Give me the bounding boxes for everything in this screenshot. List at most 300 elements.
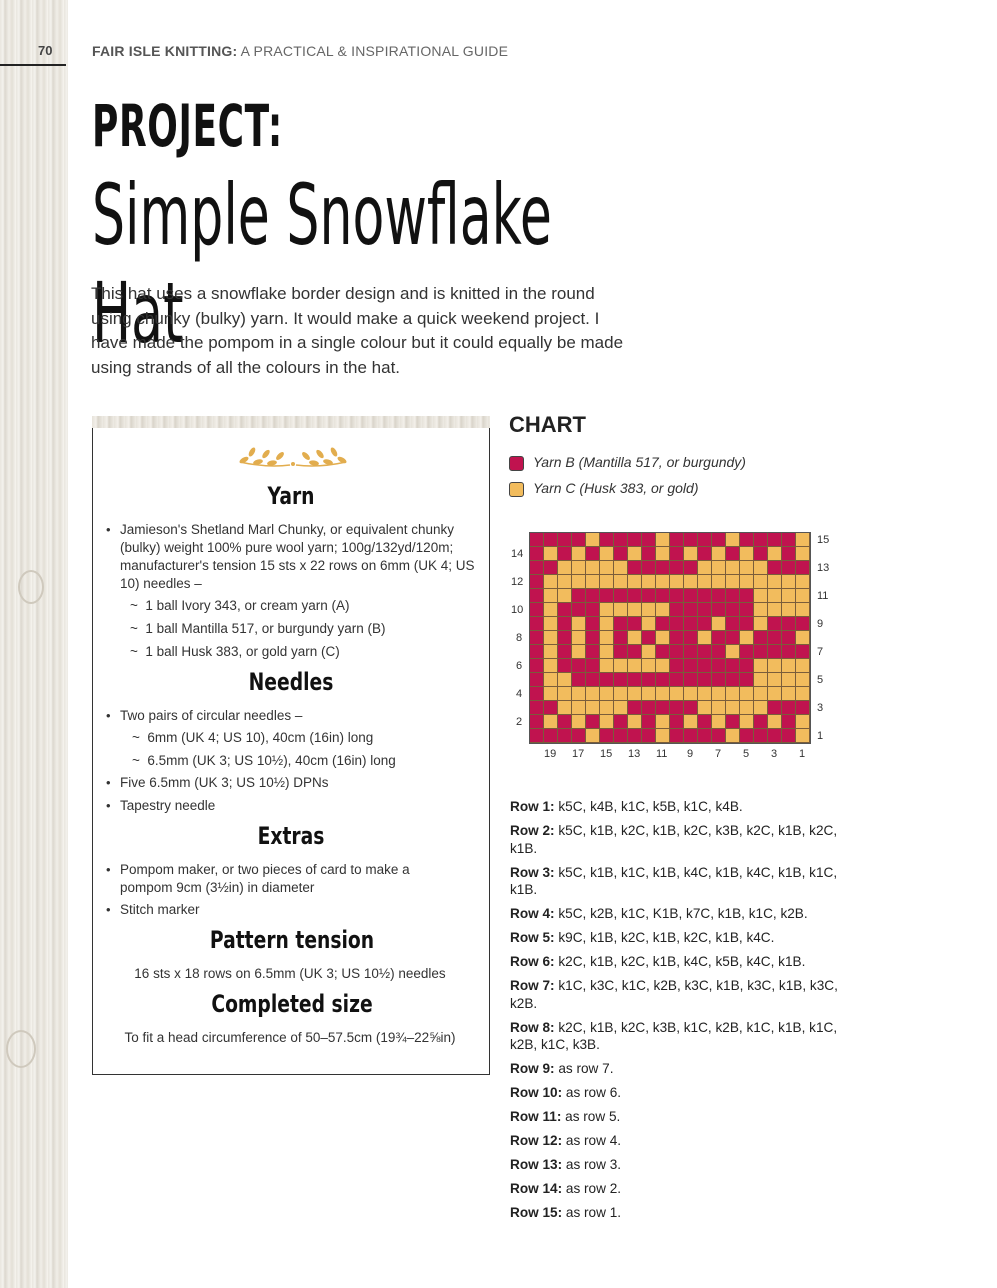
- bullet-icon: •: [106, 775, 111, 790]
- chart-cell: [698, 603, 712, 617]
- chart-cell: [726, 687, 740, 701]
- chart-cell: [698, 687, 712, 701]
- chart-cell: [642, 617, 656, 631]
- chart-cell: [670, 701, 684, 715]
- chart-cell: [712, 631, 726, 645]
- chart-cell: [544, 729, 558, 743]
- chart-cell: [740, 589, 754, 603]
- chart-cell: [670, 687, 684, 701]
- yarn-ball-b-text: 1 ball Mantilla 517, or burgundy yarn (B): [145, 621, 386, 636]
- extras-pompom: Pompom maker, or two pieces of card to make a pompom 9cm (3½in) in diameter: [120, 862, 410, 895]
- row-text: k5C, k4B, k1C, k5B, k1C, k4B.: [554, 799, 743, 814]
- chart-cell: [712, 687, 726, 701]
- chart-cell: [572, 617, 586, 631]
- chart-cell: [586, 729, 600, 743]
- chart-cell: [572, 547, 586, 561]
- row-label: Row 6:: [510, 954, 555, 969]
- needles-main: Two pairs of circular needles –: [120, 708, 303, 723]
- chart-cell: [768, 673, 782, 687]
- chart-cell: [684, 533, 698, 547]
- chart-cell: [712, 729, 726, 743]
- row-label: Row 2:: [510, 823, 555, 838]
- chart-cell: [740, 687, 754, 701]
- row-label-2: 2: [516, 716, 523, 728]
- chart-cell: [642, 701, 656, 715]
- chart-cell: [530, 589, 544, 603]
- bullet-icon: •: [106, 522, 111, 537]
- chart-cell: [558, 575, 572, 589]
- chart-cell: [558, 645, 572, 659]
- chart-cell: [530, 631, 544, 645]
- row-instructions: [510, 798, 850, 1228]
- row-text: as row 4.: [562, 1133, 622, 1148]
- bullet-icon: •: [106, 708, 111, 723]
- chart-cell: [768, 561, 782, 575]
- chart-cell: [628, 575, 642, 589]
- col-label-5: 5: [743, 748, 750, 760]
- chart-cell: [586, 687, 600, 701]
- chart-cell: [754, 589, 768, 603]
- chart-cell: [684, 603, 698, 617]
- chart-cell: [642, 659, 656, 673]
- chart-cell: [656, 603, 670, 617]
- chart-cell: [712, 673, 726, 687]
- chart-cell: [782, 575, 796, 589]
- book-title-bold: FAIR ISLE KNITTING:: [92, 43, 238, 59]
- chart-cell: [782, 715, 796, 729]
- legend-label-b: Yarn B (Mantilla 517, or burgundy): [533, 454, 746, 470]
- chart-cell: [684, 701, 698, 715]
- wood-knot: [18, 570, 44, 604]
- chart-cell: [656, 547, 670, 561]
- chart-cell: [684, 673, 698, 687]
- chart-cell: [544, 547, 558, 561]
- chart-cell: [670, 645, 684, 659]
- chart-cell: [558, 533, 572, 547]
- chart-cell: [614, 603, 628, 617]
- chart-cell: [558, 687, 572, 701]
- chart-cell: [712, 617, 726, 631]
- chart-cell: [558, 701, 572, 715]
- row-text: k9C, k1B, k2C, k1B, k2C, k1B, k4C.: [554, 930, 775, 945]
- chart-cell: [614, 659, 628, 673]
- chart-cell: [572, 631, 586, 645]
- chart-cell: [600, 631, 614, 645]
- intro-paragraph: This hat uses a snowflake border design and is knitted in the round using chunky (bulky) yarn. It would make a quick weekend project. I have made the pompom in a single colour but it could equally be made using strands of all the colours in the hat.: [91, 284, 624, 377]
- row-instruction: [510, 822, 850, 857]
- chart-cell: [796, 715, 810, 729]
- chart-cell: [642, 631, 656, 645]
- col-label-11: 11: [656, 748, 668, 760]
- yarn-ball-c-text: 1 ball Husk 383, or gold yarn (C): [145, 644, 340, 659]
- chart-cell: [586, 673, 600, 687]
- chart-cell: [544, 603, 558, 617]
- chart-cell: [768, 631, 782, 645]
- chart-cell: [670, 673, 684, 687]
- row-instruction: [510, 1204, 850, 1222]
- chart-cell: [698, 729, 712, 743]
- chart-cell: [544, 617, 558, 631]
- chart-cell: [796, 589, 810, 603]
- chart-cell: [796, 659, 810, 673]
- chart-cell: [796, 645, 810, 659]
- chart-cell: [600, 589, 614, 603]
- chart-cell: [768, 645, 782, 659]
- chart-cell: [600, 547, 614, 561]
- needle-size-2: ~ 6.5mm (UK 3; US 10½), 40cm (16in) long: [132, 753, 396, 768]
- chart-cell: [670, 617, 684, 631]
- chart-cell: [530, 659, 544, 673]
- chart-cell: [572, 533, 586, 547]
- chart-cell: [796, 547, 810, 561]
- chart-cell: [712, 659, 726, 673]
- row-label-7: 7: [817, 646, 824, 658]
- chart-cell: [530, 645, 544, 659]
- chart-cell: [726, 533, 740, 547]
- row-label: Row 12:: [510, 1133, 563, 1148]
- chart-cell: [698, 617, 712, 631]
- chart-cell: [670, 561, 684, 575]
- chart-cell: [656, 533, 670, 547]
- chart-cell: [726, 617, 740, 631]
- chart-cell: [642, 729, 656, 743]
- chart-cell: [782, 701, 796, 715]
- chart-cell: [544, 589, 558, 603]
- chart-cell: [782, 729, 796, 743]
- extras-heading: Extras: [257, 822, 325, 850]
- chart-cell: [600, 645, 614, 659]
- row-text: k2C, k1B, k2C, k1B, k4C, k5B, k4C, k1B.: [554, 954, 806, 969]
- row-instruction: [510, 953, 850, 971]
- chart-cell: [600, 701, 614, 715]
- chart-cell: [614, 631, 628, 645]
- chart-cell: [572, 575, 586, 589]
- chart-cell: [530, 673, 544, 687]
- chart-cell: [642, 561, 656, 575]
- chart-cell: [600, 687, 614, 701]
- chart-cell: [740, 645, 754, 659]
- chart-grid-wrapper: [529, 532, 811, 744]
- chart-cell: [740, 631, 754, 645]
- chart-cell: [698, 533, 712, 547]
- chart-cell: [796, 729, 810, 743]
- row-instruction: [510, 1180, 850, 1198]
- wood-margin-decoration: [0, 0, 68, 1288]
- chart-cell: [684, 645, 698, 659]
- chart-cell: [656, 575, 670, 589]
- chart-cell: [656, 589, 670, 603]
- chart-cell: [544, 659, 558, 673]
- chart-cell: [698, 561, 712, 575]
- chart-cell: [558, 603, 572, 617]
- chart-cell: [726, 673, 740, 687]
- legend-swatch-b: [509, 456, 524, 471]
- chart-cell: [628, 533, 642, 547]
- chart-cell: [796, 533, 810, 547]
- chart-cell: [754, 673, 768, 687]
- chart-cell: [628, 589, 642, 603]
- bullet-icon: •: [106, 902, 111, 917]
- row-label: Row 3:: [510, 864, 555, 880]
- row-label: Row 10:: [510, 1085, 563, 1100]
- row-text: as row 2.: [562, 1181, 622, 1196]
- bullet-icon: •: [106, 862, 111, 877]
- chart-cell: [572, 729, 586, 743]
- row-label-5: 5: [817, 674, 824, 686]
- chart-cell: [684, 575, 698, 589]
- chart-cell: [740, 533, 754, 547]
- chart-cell: [572, 645, 586, 659]
- row-text: as row 5.: [561, 1109, 621, 1124]
- chart-cell: [670, 533, 684, 547]
- chart-cell: [684, 687, 698, 701]
- chart-cell: [726, 561, 740, 575]
- chart-cell: [670, 575, 684, 589]
- chart-cell: [614, 673, 628, 687]
- chart-cell: [712, 701, 726, 715]
- folio-rule: [0, 36, 66, 66]
- chart-cell: [754, 701, 768, 715]
- chart-cell: [614, 575, 628, 589]
- chart-cell: [530, 729, 544, 743]
- chart-cell: [572, 687, 586, 701]
- chart-cell: [572, 701, 586, 715]
- chart-cell: [670, 659, 684, 673]
- project-label: PROJECT:: [92, 92, 283, 160]
- chart-cell: [754, 603, 768, 617]
- chart-cell: [754, 659, 768, 673]
- chart-cell: [544, 575, 558, 589]
- chart-cell: [754, 561, 768, 575]
- size-heading: Completed size: [211, 990, 373, 1018]
- chart-cell: [726, 645, 740, 659]
- chart-cell: [698, 589, 712, 603]
- chart-cell: [572, 589, 586, 603]
- chart-cell: [558, 589, 572, 603]
- chart-cell: [628, 687, 642, 701]
- chart-cell: [600, 575, 614, 589]
- row-instruction: [510, 798, 850, 816]
- chart-cell: [796, 561, 810, 575]
- chart-cell: [712, 645, 726, 659]
- chart-cell: [600, 673, 614, 687]
- wood-knot: [6, 1030, 36, 1068]
- chart-cell: [754, 687, 768, 701]
- row-instruction: [510, 1108, 850, 1126]
- chart-cell: [740, 547, 754, 561]
- chart-cell: [768, 659, 782, 673]
- chart-cell: [782, 533, 796, 547]
- chart-cell: [656, 561, 670, 575]
- col-label-1: 1: [799, 748, 806, 760]
- yarn-ball-c: ~ 1 ball Husk 383, or gold yarn (C): [130, 644, 340, 659]
- chart-cell: [726, 729, 740, 743]
- chart-cell: [698, 659, 712, 673]
- chart-cell: [754, 631, 768, 645]
- chart-cell: [740, 729, 754, 743]
- chart-cell: [530, 533, 544, 547]
- chart-cell: [740, 575, 754, 589]
- chart-cell: [600, 603, 614, 617]
- page-title: Simple Snowflake Hat: [92, 166, 552, 362]
- chart-cell: [544, 673, 558, 687]
- chart-cell: [558, 673, 572, 687]
- chart-cell: [600, 715, 614, 729]
- chart-cell: [782, 617, 796, 631]
- row-instruction: [510, 905, 850, 923]
- chart-cell: [544, 715, 558, 729]
- row-label: Row 1:: [510, 799, 555, 814]
- needle-size-1-text: 6mm (UK 4; US 10), 40cm (16in) long: [147, 730, 374, 745]
- chart-cell: [712, 561, 726, 575]
- chart-cell: [628, 631, 642, 645]
- chart-cell: [614, 589, 628, 603]
- row-label: Row 5:: [510, 930, 555, 945]
- chart-cell: [768, 589, 782, 603]
- chart-cell: [558, 715, 572, 729]
- chart-cell: [740, 659, 754, 673]
- yarn-ball-b: ~ 1 ball Mantilla 517, or burgundy yarn (B): [130, 621, 386, 636]
- chart-cell: [796, 603, 810, 617]
- chart-cell: [726, 589, 740, 603]
- row-text: as row 3.: [562, 1157, 622, 1172]
- row-instruction: [510, 1132, 850, 1150]
- needles-tapestry: Tapestry needle: [120, 798, 216, 813]
- chart-cell: [670, 589, 684, 603]
- laurel-ornament-icon: [232, 438, 354, 472]
- row-label-12: 12: [511, 576, 524, 588]
- chart-cell: [642, 645, 656, 659]
- chart-cell: [740, 701, 754, 715]
- row-instruction: [510, 1156, 850, 1174]
- chart-cell: [768, 547, 782, 561]
- chart-cell: [614, 617, 628, 631]
- chart-cell: [740, 673, 754, 687]
- chart-cell: [684, 617, 698, 631]
- chart-cell: [544, 561, 558, 575]
- chart-cell: [656, 729, 670, 743]
- chart-cell: [614, 701, 628, 715]
- col-label-9: 9: [687, 748, 694, 760]
- chart-cell: [600, 659, 614, 673]
- row-instruction: [510, 1060, 850, 1078]
- chart-cell: [670, 603, 684, 617]
- chart-cell: [586, 561, 600, 575]
- chart-cell: [628, 715, 642, 729]
- chart-cell: [726, 701, 740, 715]
- chart-cell: [656, 659, 670, 673]
- chart-cell: [656, 673, 670, 687]
- chart-cell: [670, 729, 684, 743]
- row-label: Row 9:: [510, 1061, 555, 1076]
- chart-cell: [544, 645, 558, 659]
- chart-cell: [642, 687, 656, 701]
- chart-cell: [656, 631, 670, 645]
- chart-cell: [642, 575, 656, 589]
- col-label-19: 19: [544, 748, 557, 760]
- chart-cell: [586, 603, 600, 617]
- row-text: k1C, k3C, k1C, k2B, k3C, k1B, k3C, k1B, k3C, k2B.: [510, 978, 838, 1011]
- chart-cell: [754, 729, 768, 743]
- chart-cell: [572, 561, 586, 575]
- row-label: Row 8:: [510, 1019, 555, 1035]
- chart-cell: [558, 631, 572, 645]
- chart-cell: [726, 631, 740, 645]
- chart-cell: [572, 673, 586, 687]
- row-text: as row 7.: [554, 1061, 614, 1076]
- chart-cell: [698, 673, 712, 687]
- chart-cell: [768, 687, 782, 701]
- chart-cell: [642, 715, 656, 729]
- chart-cell: [768, 575, 782, 589]
- chart-cell: [656, 617, 670, 631]
- needle-size-1: ~ 6mm (UK 4; US 10), 40cm (16in) long: [132, 730, 374, 745]
- chart-cell: [698, 701, 712, 715]
- row-instruction: [510, 864, 850, 899]
- chart-cell: [614, 729, 628, 743]
- chart-cell: [698, 547, 712, 561]
- row-label-9: 9: [817, 618, 824, 630]
- chart-cell: [628, 561, 642, 575]
- row-text: as row 1.: [562, 1205, 622, 1220]
- chart-cell: [712, 575, 726, 589]
- row-label: Row 11:: [510, 1109, 562, 1124]
- chart-cell: [698, 645, 712, 659]
- chart-cell: [768, 715, 782, 729]
- chart-cell: [754, 547, 768, 561]
- row-label-15: 15: [817, 534, 830, 546]
- chart-cell: [600, 561, 614, 575]
- yarn-ball-a-text: 1 ball Ivory 343, or cream yarn (A): [145, 598, 350, 613]
- legend-swatch-c: [509, 482, 524, 497]
- row-text: as row 6.: [562, 1085, 622, 1100]
- yarn-heading: Yarn: [267, 482, 315, 510]
- chart-cell: [642, 533, 656, 547]
- chart-cell: [656, 715, 670, 729]
- chart-cell: [782, 687, 796, 701]
- chart-cell: [684, 659, 698, 673]
- chart-cell: [768, 603, 782, 617]
- chart-cell: [684, 561, 698, 575]
- col-label-13: 13: [628, 748, 641, 760]
- row-label-10: 10: [511, 604, 524, 616]
- chart-cell: [544, 701, 558, 715]
- row-label: Row 4:: [510, 906, 555, 921]
- chart-cell: [670, 631, 684, 645]
- row-label-6: 6: [516, 660, 523, 672]
- chart-cell: [796, 631, 810, 645]
- chart-cell: [586, 589, 600, 603]
- chart-cell: [544, 631, 558, 645]
- chart-cell: [712, 533, 726, 547]
- chart-cell: [600, 533, 614, 547]
- chart-cell: [684, 729, 698, 743]
- chart-cell: [544, 687, 558, 701]
- chart-cell: [572, 715, 586, 729]
- chart-cell: [768, 729, 782, 743]
- chart-cell: [614, 533, 628, 547]
- chart-cell: [558, 617, 572, 631]
- book-title-rest: A PRACTICAL & INSPIRATIONAL GUIDE: [237, 43, 509, 59]
- chart-cell: [614, 715, 628, 729]
- chart-cell: [530, 547, 544, 561]
- chart-cell: [782, 603, 796, 617]
- chart-cell: [684, 547, 698, 561]
- tension-heading: Pattern tension: [209, 926, 375, 954]
- page-number: 70: [38, 43, 53, 58]
- chart-cell: [796, 617, 810, 631]
- chart-cell: [586, 631, 600, 645]
